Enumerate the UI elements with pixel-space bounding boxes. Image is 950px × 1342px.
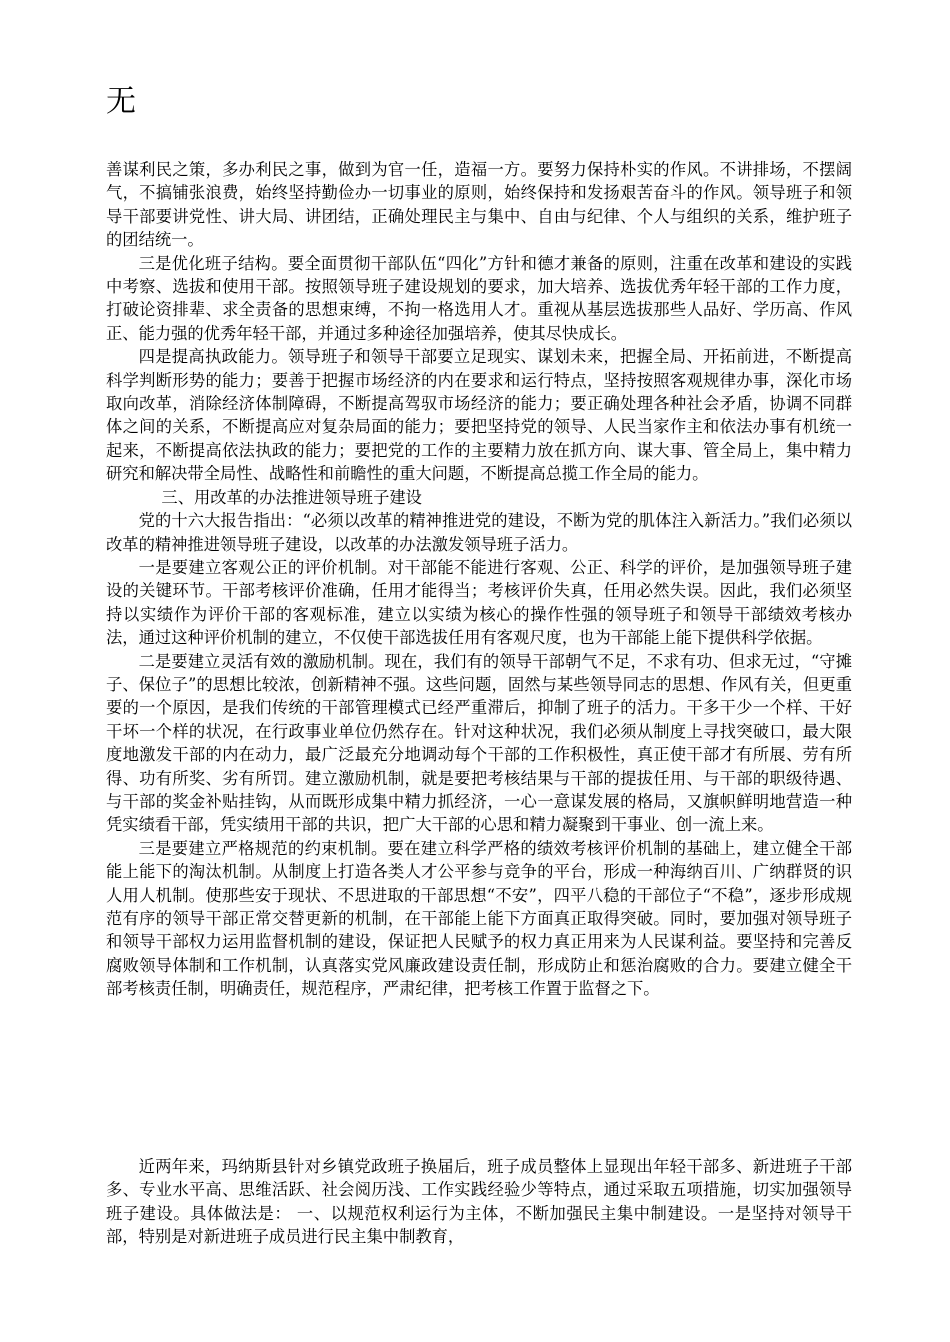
article-lower-section: [106, 1155, 852, 1249]
paragraph-sixteenth-congress: 党的十六大报告指出：“必须以改革的精神推进党的建设，不断为党的肌体注入新活力。”我们必须以改革的精神推进领导班子建设，以改革的办法激发领导班子活力。: [106, 511, 852, 554]
paragraph-constraint-mechanism: 三是要建立严格规范的约束机制。要在建立科学严格的绩效考核评价机制的基础上，建立健全干部能上能下的淘汰机制。从制度上打造各类人才公平参与竞争的平台，形成一种海纳百川、广纳群贤的识人用人机制。使那些安于现状、不思进取的干部思想“不安”，四平八稳的干部位子“不稳”，逐步形成规范有序的领导干部正常交替更新的机制，在干部能上能下方面真正取得突破。同时，要加强对领导班子和领导干部权力运用监督机制的建设，保证把人民赋予的权力真正用来为人民谋利益。要坚持和完善反腐败领导体制和工作机制，认真落实党风廉政建设责任制，形成防止和惩治腐败的合力。要建立健全干部考核责任制，明确责任，规范程序，严肃纪律，把考核工作置于监督之下。: [106, 838, 852, 999]
paragraph-continuation: 善谋利民之策，多办利民之事，做到为官一任，造福一方。要努力保持朴实的作风。不讲排场，不摆阔气，不搞铺张浪费，始终坚持勤俭办一切事业的原则，始终保持和发扬艰苦奋斗的作风。领导班子和领导干部要讲党性、讲大局、讲团结，正确处理民主与集中、自由与纪律、个人与组织的关系，维护班子的团结统一。: [106, 160, 852, 250]
paragraph-optimize-structure: 三是优化班子结构。要全面贯彻干部队伍“四化”方针和德才兼备的原则，注重在改革和建设的实践中考察、选拔和使用干部。按照领导班子建设规划的要求，加大培养、选拔优秀年轻干部的工作力度，打破论资排辈、求全责备的思想束缚，不拘一格选用人才。重视从基层选拔那些人品好、学历高、作风正、能力强的优秀年轻干部，并通过多种途径加强培养，使其尽快成长。: [106, 253, 852, 343]
article-body: [106, 158, 852, 1001]
section-heading-reform: 三、用改革的办法推进领导班子建设: [161, 487, 422, 507]
paragraph-governing-ability: 四是提高执政能力。领导班子和领导干部要立足现实、谋划未来，把握全局、开拓前进，不断提高科学判断形势的能力；要善于把握市场经济的内在要求和运行特点，坚持按照客观规律办事，深化市场取向改革，消除经济体制障碍，不断提高驾驭市场经济的能力；要正确处理各种社会矛盾，协调不同群体之间的关系，不断提高应对复杂局面的能力；要把坚持党的领导、人民当家作主和依法办事有机统一起来，不断提高依法执政的能力；要把党的工作的主要精力放在抓方向、谋大事、管全局上，集中精力研究和解决带全局性、战略性和前瞻性的重大问题，不断提高总揽工作全局的能力。: [106, 347, 852, 484]
paragraph-evaluation-mechanism: 一是要建立客观公正的评价机制。对干部能不能进行客观、公正、科学的评价，是加强领导班子建设的关键环节。干部考核评价准确，任用才能得当；考核评价失真，任用必然失误。因此，我们必须坚持以实绩作为评价干部的客观标准，建立以实绩为核心的操作性强的领导班子和领导干部绩效考核办法，通过这种评价机制的建立，不仅使干部选拔任用有客观尺度，也为干部能上能下提供科学依据。: [106, 557, 852, 648]
paragraph-manas-county: 近两年来，玛纳斯县针对乡镇党政班子换届后，班子成员整体上显现出年轻干部多、新进班子干部多、专业水平高、思维活跃、社会阅历浅、工作实践经验少等特点，通过采取五项措施，切实加强领导班子建设。具体做法是： 一、以规范权利运行为主体，不断加强民主集中制建设。一是坚持对领导干部，特别是对新进班子成员进行民主集中制教育，: [106, 1157, 852, 1247]
paragraph-incentive-mechanism: 二是要建立灵活有效的激励机制。现在，我们有的领导干部朝气不足，不求有功、但求无过，“守摊子、保位子”的思想比较浓，创新精神不强。这些问题，固然与某些领导同志的思想、作风有关，但更重要的一个原因，是我们传统的干部管理模式已经严重滞后，抑制了班子的活力。干多干少一个样、干好干坏一个样的状况，在行政事业单位仍然存在。针对这种状况，我们必须从制度上寻找突破口，最大限度地激发干部的内在动力，最广泛最充分地调动每个干部的工作积极性，真正使干部才有所展、劳有所得、功有所奖、劣有所罚。建立激励机制，就是要把考核结果与干部的提拔任用、与干部的职级待遇、与干部的奖金补贴挂钩，从而既形成集中精力抓经济，一心一意谋发展的格局，又旗帜鲜明地营造一种凭实绩看干部，凭实绩用干部的共识，把广大干部的心思和精力凝聚到干事业、创一流上来。: [106, 651, 852, 835]
header-mark: 无: [106, 84, 136, 119]
